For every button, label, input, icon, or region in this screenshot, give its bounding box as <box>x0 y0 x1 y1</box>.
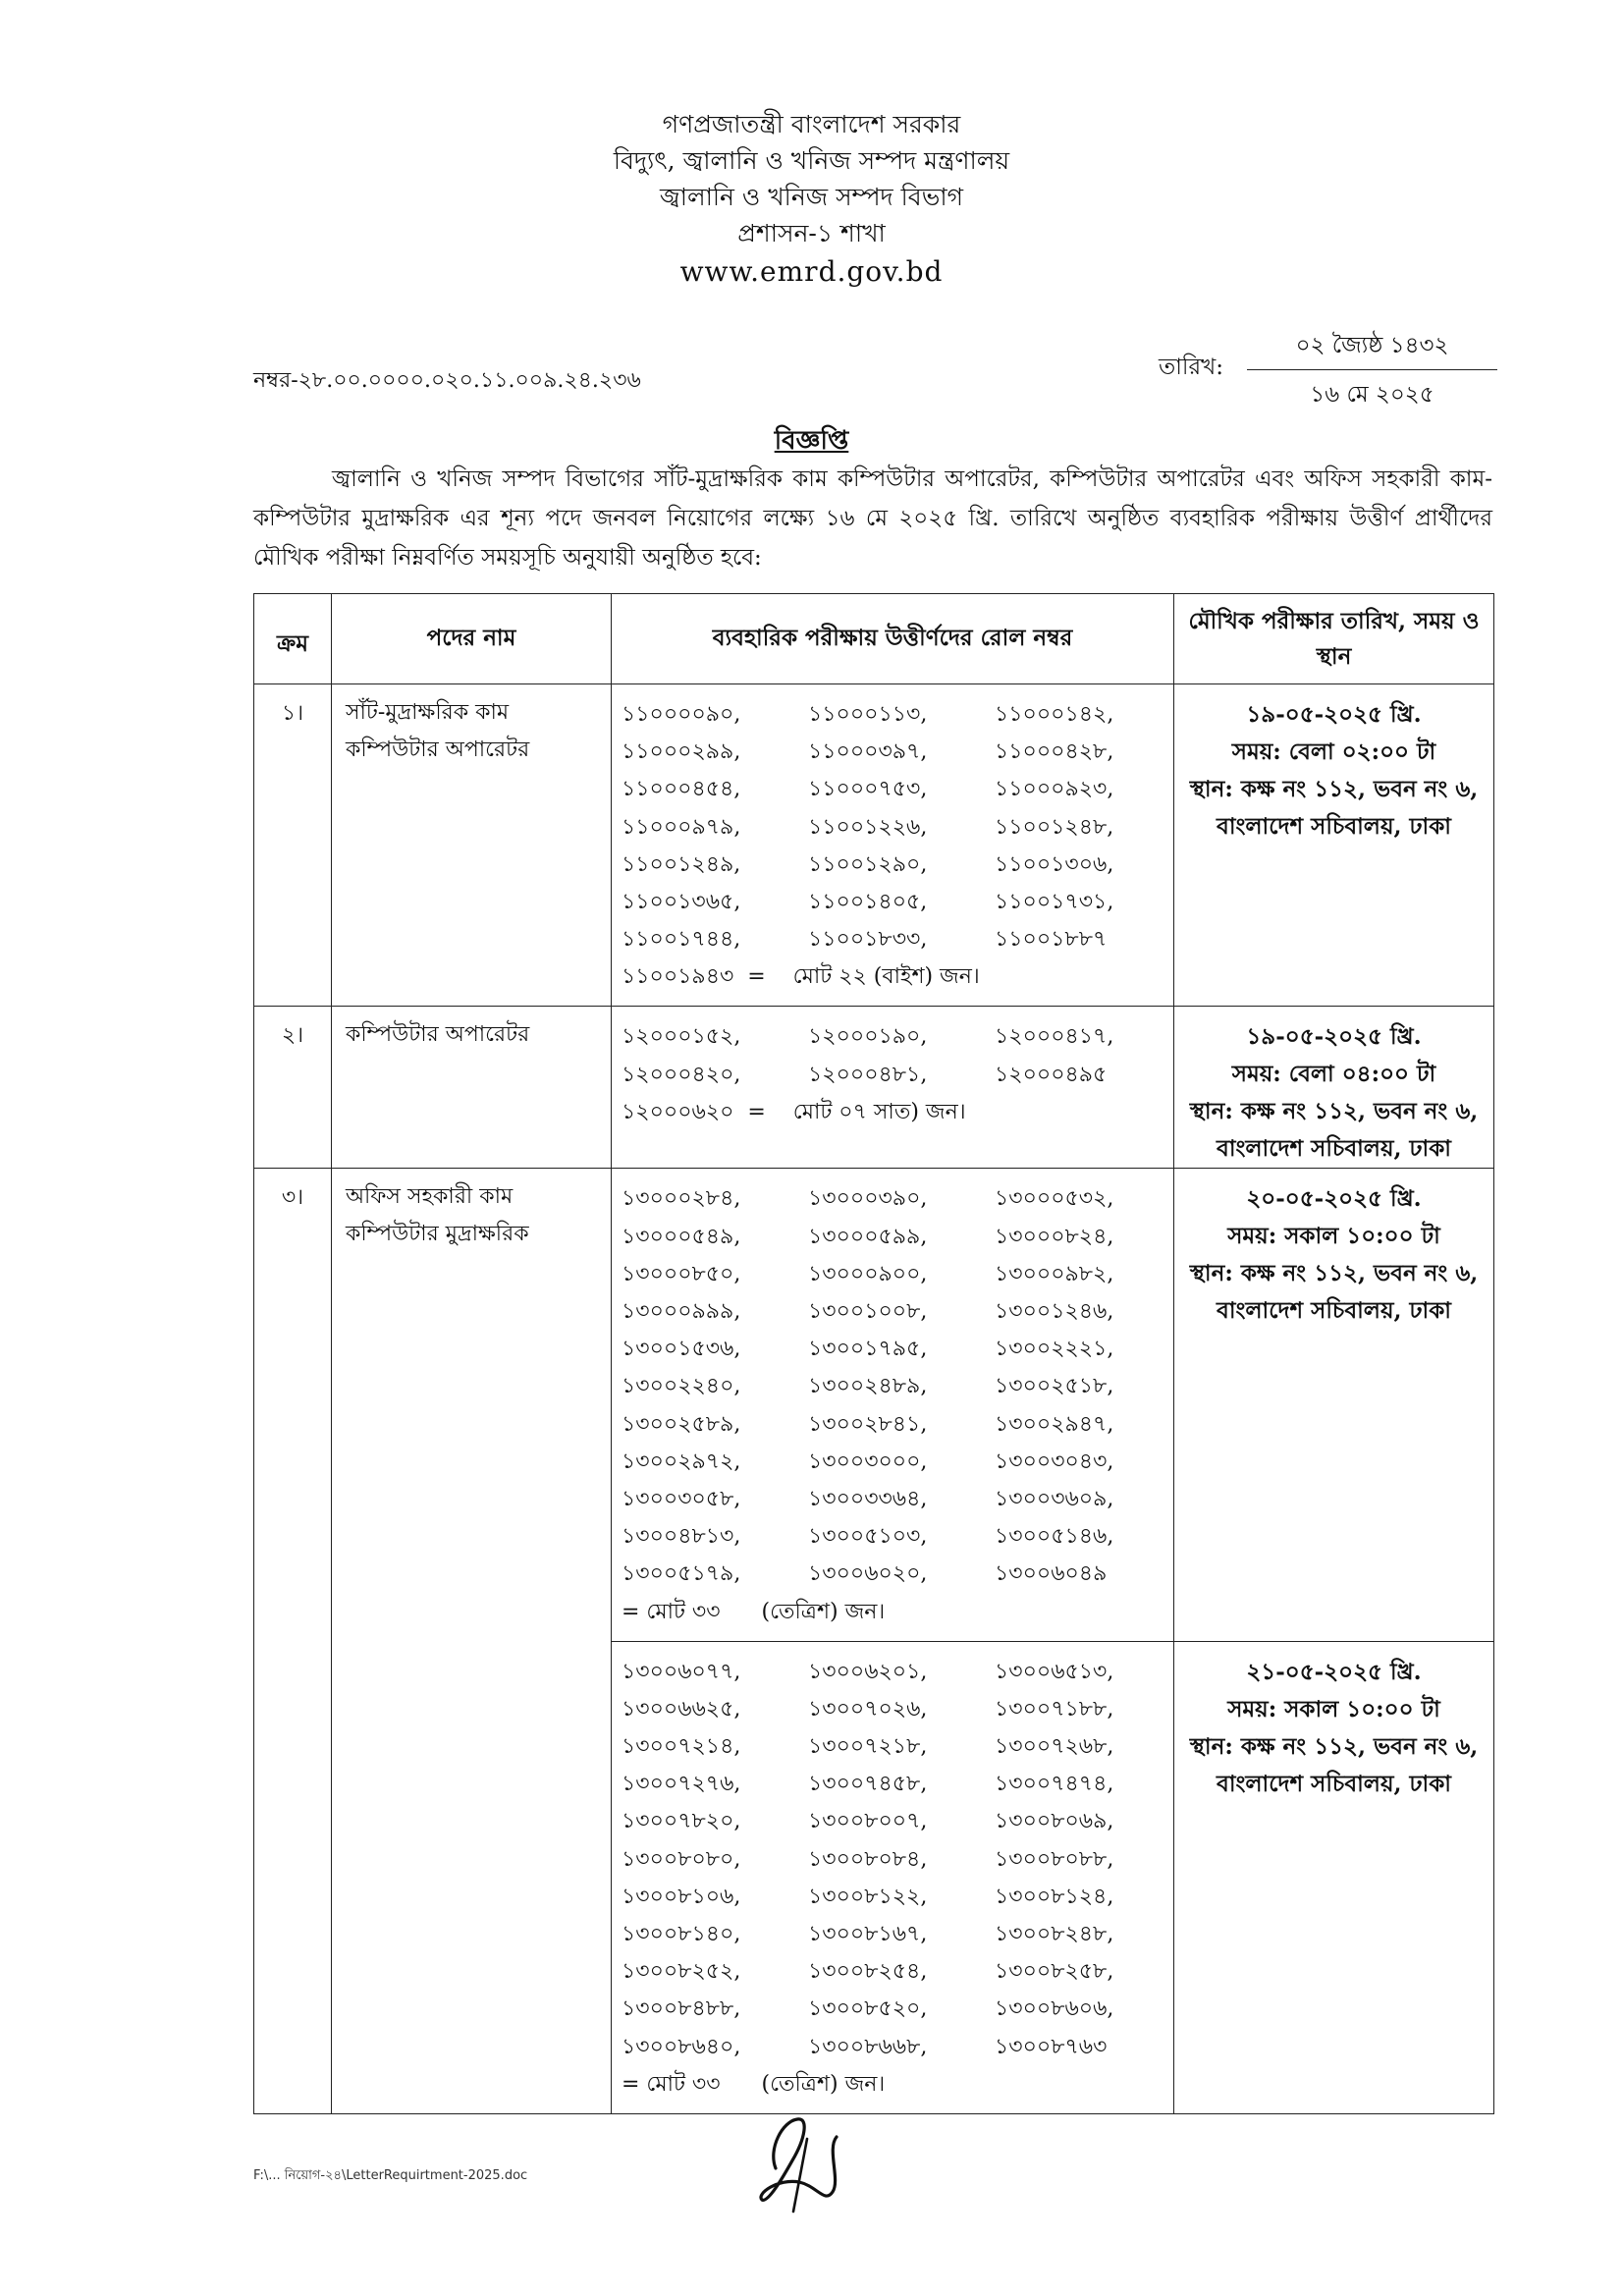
roll-number: ১৩০০৩৬০৯, <box>995 1487 1114 1512</box>
roll-number: ১৩০০৮০৮৪, <box>808 1846 928 1872</box>
roll-number: ১১০০০৪৫৪, <box>622 777 741 802</box>
roll-number: ১৩০০২২৪০, <box>622 1374 741 1399</box>
roll-number: ১১০০০১৪২, <box>995 702 1114 727</box>
schedule-place1: স্থান: কক্ষ নং ১১২, ভবন নং ৬, <box>1189 1260 1479 1287</box>
division-name: জ্বালানি ও খনিজ সম্পদ বিভাগ <box>660 183 963 211</box>
schedule-place1: স্থান: কক্ষ নং ১১২, ভবন নং ৬, <box>1189 1098 1479 1125</box>
roll-number: ১৩০০৮২৫২, <box>622 1959 741 1985</box>
schedule-date: ২১-০৫-২০২৫ খ্রি. <box>1246 1658 1422 1685</box>
roll-number: ১৩০০২৫১৮, <box>995 1374 1114 1399</box>
row-schedule <box>1174 684 1494 1007</box>
roll-number: ১৩০০৮১৬৭, <box>808 1922 928 1947</box>
roll-number: ১১০০০৪২৮, <box>995 739 1114 765</box>
ministry-name: বিদ্যুৎ, জ্বালানি ও খনিজ সম্পদ মন্ত্রণালয় <box>613 146 1010 175</box>
roll-number: ১২০০০৪২০, <box>622 1062 741 1087</box>
roll-number: ১৩০০১২৪৬, <box>995 1299 1114 1325</box>
roll-number: ১৩০০৬৬২৫, <box>622 1696 741 1722</box>
roll-number: ১৩০০৮৬৬৮, <box>808 2034 928 2059</box>
schedule-time: সময়: সকাল ১০:০০ টা <box>1227 1695 1440 1722</box>
roll-number: ১৩০০৭২১৪, <box>622 1734 741 1760</box>
roll-number: ১২০০০৪৮১, <box>808 1062 928 1087</box>
roll-number: ১৩০০৭৮২০, <box>622 1809 741 1834</box>
schedule-place2: বাংলাদেশ সচিবালয়, ঢাকা <box>1217 1770 1451 1797</box>
header-schedule: মৌখিক পরীক্ষার তারিখ, সময় ও স্থান <box>1174 594 1494 684</box>
roll-number: ১২০০০১৫২, <box>622 1024 741 1050</box>
roll-number: ১৩০০৪৮১৩, <box>622 1524 741 1550</box>
roll-number: ১৩০০৬০২০, <box>808 1561 928 1587</box>
roll-number: ১১০০১২২৬, <box>808 814 928 840</box>
header-post: পদের নাম <box>332 594 612 684</box>
row-post-name: অফিস সহকারী কাম কম্পিউটার মুদ্রাক্ষরিক <box>332 1169 612 2113</box>
date-gregorian: ১৬ মে ২০২৫ <box>1310 382 1434 408</box>
schedule-place2: বাংলাদেশ সচিবালয়, ঢাকা <box>1217 1297 1451 1325</box>
schedule-place1: স্থান: কক্ষ নং ১১২, ভবন নং ৬, <box>1189 776 1479 802</box>
roll-number: ১২০০০৪১৭, <box>995 1024 1114 1050</box>
roll-number: ১৩০০৮২৫৪, <box>808 1959 928 1985</box>
roll-total: = মোট ৩৩ (তেত্রিশ) জন। <box>622 1599 886 1624</box>
roll-number: ১৩০০৫১৭৯, <box>622 1561 741 1587</box>
schedule-time: সময়: সকাল ১০:০০ টা <box>1227 1223 1440 1250</box>
row-roll-numbers <box>612 684 1174 1007</box>
roll-number: ১১০০১২৪৯, <box>622 851 741 877</box>
roll-number: ১২০০০৪৯৫ <box>995 1062 1108 1087</box>
roll-number: ১৩০০০৯৯৯, <box>622 1299 741 1325</box>
notice-heading: বিজ্ঞপ্তি <box>774 426 849 456</box>
schedule-place2: বাংলাদেশ সচিবালয়, ঢাকা <box>1217 1135 1451 1163</box>
roll-number: ১১০০০৩৯৭, <box>808 739 928 765</box>
roll-number: ১৩০০৮২৪৮, <box>995 1922 1114 1947</box>
signature-icon <box>738 2109 866 2221</box>
table-row <box>254 684 1494 1007</box>
roll-grid <box>622 1654 1165 2066</box>
roll-number: ১৩০০৭৪৭৪, <box>995 1772 1114 1797</box>
row-roll-numbers <box>612 1641 1174 2113</box>
roll-number: ১৩০০৮৭৬৩ <box>995 2034 1108 2059</box>
roll-number: ১১০০০৯৭৯, <box>622 814 741 840</box>
row-serial: ১। <box>254 684 332 1007</box>
roll-grid <box>622 696 1165 958</box>
roll-number: ১৩০০০২৮৪, <box>622 1186 741 1212</box>
roll-number: ১৩০০৫১০৩, <box>808 1524 928 1550</box>
roll-number: ১১০০১৩৬৫, <box>622 890 741 915</box>
roll-grid <box>622 1180 1165 1593</box>
roll-number: ১৩০০৮৫২০, <box>808 1996 928 2022</box>
row-roll-numbers <box>612 1007 1174 1169</box>
date-values <box>1247 327 1497 414</box>
roll-number: ১৩০০৮২৫৮, <box>995 1959 1114 1985</box>
roll-number: ১৩০০৭১৮৮, <box>995 1696 1114 1722</box>
schedule-date: ২০-০৫-২০২৫ খ্রি. <box>1246 1185 1422 1213</box>
roll-number: ১৩০০০৩৯০, <box>808 1186 928 1212</box>
roll-number: ১১০০১২৪৮, <box>995 814 1114 840</box>
roll-number: ১৩০০০৮২৪, <box>995 1224 1114 1249</box>
roll-number: ১২০০০১৯০, <box>808 1024 928 1050</box>
roll-number: ১১০০০৯২৩, <box>995 777 1114 802</box>
roll-number: ১৩০০১৭৯৫, <box>808 1337 928 1362</box>
roll-number: ১৩০০৩০৫৮, <box>622 1487 741 1512</box>
table-row <box>254 1007 1494 1169</box>
schedule-time: সময়: বেলা ০২:০০ টা <box>1231 738 1436 765</box>
roll-number: ১৩০০২২২১, <box>995 1337 1114 1362</box>
roll-number: ১৩০০২৯৭২, <box>622 1449 741 1474</box>
roll-number: ১৩০০৮১২৪, <box>995 1884 1114 1909</box>
roll-number: ১১০০১৪০৫, <box>808 890 928 915</box>
roll-number: ১৩০০৬৫১৩, <box>995 1659 1114 1684</box>
roll-number: ১৩০০৬০৪৯ <box>995 1561 1108 1587</box>
roll-number: ১৩০০০৫৯৯, <box>808 1224 928 1249</box>
roll-number: ১১০০০১১৩, <box>808 702 928 727</box>
memo-number: নম্বর-২৮.০০.০০০০.০২০.১১.০০৯.২৪.২৩৬ <box>253 368 641 393</box>
schedule-place1: স্থান: কক্ষ নং ১১২, ভবন নং ৬, <box>1189 1732 1479 1760</box>
roll-number: ১৩০০২৪৮৯, <box>808 1374 928 1399</box>
roll-number: ১৩০০৮১০৬, <box>622 1884 741 1909</box>
roll-number: ১৩০০৩০৪৩, <box>995 1449 1114 1474</box>
roll-total: ১১০০১৯৪৩ = মোট ২২ (বাইশ) জন। <box>622 964 980 990</box>
roll-total: ১২০০০৬২০ = মোট ০৭ সাত) জন। <box>622 1099 966 1124</box>
schedule-date: ১৯-০৫-২০২৫ খ্রি. <box>1246 701 1422 728</box>
letterhead <box>0 106 1623 290</box>
notice-body: জ্বালানি ও খনিজ সম্পদ বিভাগের সাঁট-মুদ্রাক্ষরিক কাম কম্পিউটার অপারেটর, কম্পিউটার অপারেটর এবং অফিস সহকারী কাম-কম্পিউটার মুদ্রাক্ষরিক এর শূন্য পদে জনবল নিয়োগের লক্ষ্যে ১৬ মে ২০২৫ খ্রি. তারিখে অনুষ্ঠিত ব্যবহারিক পরীক্ষায় উত্তীর্ণ প্রার্থীদের মৌখিক পরীক্ষা নিম্নবর্ণিত সময়সূচি অনুযায়ী অনুষ্ঠিত হবে: <box>253 466 1492 571</box>
roll-total: = মোট ৩৩ (তেত্রিশ) জন। <box>622 2071 886 2097</box>
roll-number: ১৩০০৮১২২, <box>808 1884 928 1909</box>
roll-number: ১৩০০৮০৬৯, <box>995 1809 1114 1834</box>
roll-number: ১৩০০৩৩৬৪, <box>808 1487 928 1512</box>
schedule-place2: বাংলাদেশ সচিবালয়, ঢাকা <box>1217 813 1451 840</box>
roll-number: ১৩০০৭৪৫৮, <box>808 1772 928 1797</box>
roll-number: ১৩০০১৫৩৬, <box>622 1337 741 1362</box>
roll-number: ১৩০০৭২১৮, <box>808 1734 928 1760</box>
roll-number: ১৩০০৮০৮৮, <box>995 1846 1114 1872</box>
roll-number: ১১০০১৩০৬, <box>995 851 1114 877</box>
roll-number: ১৩০০০৯৮২, <box>995 1261 1114 1286</box>
roll-number: ১৩০০০৫৩২, <box>995 1186 1114 1212</box>
file-path: F:\... নিয়োগ-২৪\LetterRequirtment-2025.doc <box>253 2168 528 2183</box>
roll-number: ১৩০০৫১৪৬, <box>995 1524 1114 1550</box>
row-serial: ২। <box>254 1007 332 1169</box>
roll-number: ১১০০১৭৩১, <box>995 890 1114 915</box>
roll-number: ১৩০০২৫৮৯, <box>622 1411 741 1437</box>
header-sl: ক্রম <box>254 594 332 684</box>
roll-number: ১৩০০৬০৭৭, <box>622 1659 741 1684</box>
roll-number: ১৩০০৮৬০৬, <box>995 1996 1114 2022</box>
roll-number: ১৩০০০৫৪৯, <box>622 1224 741 1249</box>
roll-number: ১৩০০৬২০১, <box>808 1659 928 1684</box>
roll-number: ১৩০০৭২৬৮, <box>995 1734 1114 1760</box>
roll-number: ১৩০০৮০৮০, <box>622 1846 741 1872</box>
roll-number: ১১০০১২৯০, <box>808 851 928 877</box>
roll-number: ১৩০০৭২৭৬, <box>622 1772 741 1797</box>
roll-number: ১১০০১৮৮৭ <box>995 927 1108 953</box>
table-header-row <box>254 594 1494 684</box>
schedule-time: সময়: বেলা ০৪:০০ টা <box>1231 1061 1436 1088</box>
roll-number: ১৩০০৭০২৬, <box>808 1696 928 1722</box>
roll-number: ১৩০০২৮৪১, <box>808 1411 928 1437</box>
roll-number: ১১০০০২৯৯, <box>622 739 741 765</box>
roll-number: ১৩০০২৯৪৭, <box>995 1411 1114 1437</box>
website-link[interactable]: www.emrd.gov.bd <box>679 255 944 288</box>
row-serial: ৩। <box>254 1169 332 2113</box>
roll-number: ১৩০০৮১৪০, <box>622 1922 741 1947</box>
roll-number: ১১০০০০৯০, <box>622 702 741 727</box>
roll-number: ১৩০০৮৪৮৮, <box>622 1996 741 2022</box>
roll-number: ১৩০০০৯০০, <box>808 1261 928 1286</box>
branch-name: প্রশাসন-১ শাখা <box>737 219 886 247</box>
roll-number: ১১০০১৭৪৪, <box>622 927 741 953</box>
roll-number: ১৩০০৩০০০, <box>808 1449 928 1474</box>
date-bangla: ০২ জ্যৈষ্ঠ ১৪৩২ <box>1247 327 1497 370</box>
schedule-date: ১৯-০৫-২০২৫ খ্রি. <box>1246 1023 1422 1051</box>
roll-number: ১৩০০১০০৮, <box>808 1299 928 1325</box>
roll-number: ১১০০০৭৫৩, <box>808 777 928 802</box>
row-schedule <box>1174 1641 1494 2113</box>
table-row <box>254 1169 1494 1641</box>
exam-schedule-table <box>253 593 1494 2114</box>
row-roll-numbers <box>612 1169 1174 1641</box>
govt-name: গণপ্রজাতন্ত্রী বাংলাদেশ সরকার <box>662 110 961 138</box>
roll-number: ১৩০০৮০০৭, <box>808 1809 928 1834</box>
row-schedule <box>1174 1007 1494 1169</box>
date-label: তারিখ: <box>1159 355 1224 380</box>
roll-number: ১১০০১৮৩৩, <box>808 927 928 953</box>
roll-number: ১৩০০০৮৫০, <box>622 1261 741 1286</box>
row-post-name: কম্পিউটার অপারেটর <box>332 1007 612 1169</box>
roll-number: ১৩০০৮৬৪০, <box>622 2034 741 2059</box>
header-rolls: ব্যবহারিক পরীক্ষায় উত্তীর্ণদের রোল নম্বর <box>612 594 1174 684</box>
row-schedule <box>1174 1169 1494 1641</box>
row-post-name: সাঁট-মুদ্রাক্ষরিক কাম কম্পিউটার অপারেটর <box>332 684 612 1007</box>
roll-grid <box>622 1018 1165 1093</box>
